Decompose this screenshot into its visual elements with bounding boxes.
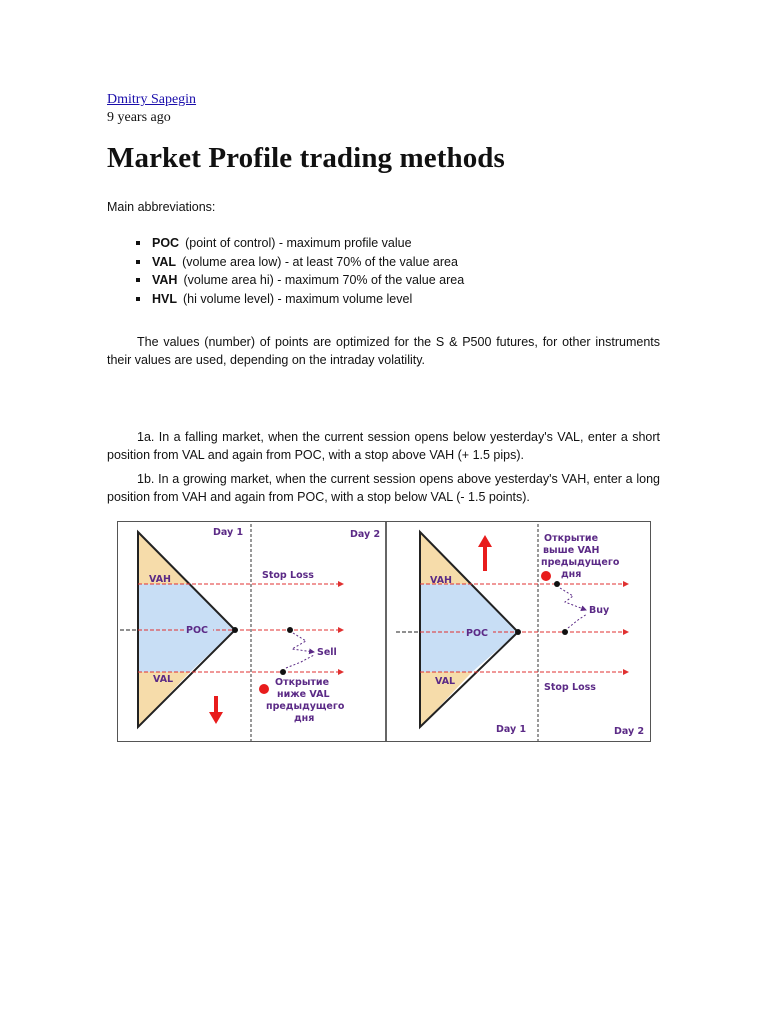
right-vah-label: VAH xyxy=(430,575,453,586)
right-buy-label: Buy xyxy=(589,605,610,616)
abbr-definition: (volume area hi) - maximum 70% of the value area xyxy=(183,273,465,287)
right-note-line-1: Открытие xyxy=(544,533,599,544)
list-item xyxy=(130,290,464,309)
right-panel xyxy=(390,522,650,741)
right-day1-label: Day 1 xyxy=(496,724,527,735)
left-note-line-4: дня xyxy=(294,713,315,724)
right-day2-label: Day 2 xyxy=(614,726,645,737)
left-vah-label: VAH xyxy=(149,574,172,585)
left-day2-label: Day 2 xyxy=(350,529,381,540)
list-item xyxy=(130,271,464,290)
paragraph-1a: 1a. In a falling market, when the current session opens below yesterday's VAL, enter a short position from VAL and again from POC, with a stop above VAH (+ 1.5 pips). xyxy=(107,430,660,462)
abbr-term: VAH xyxy=(152,273,178,287)
abbr-definition: (volume area low) - at least 70% of the value area xyxy=(182,254,458,269)
abbr-term: VAL xyxy=(152,254,177,269)
left-panel xyxy=(118,522,386,741)
author-link[interactable]: Dmitry Sapegin xyxy=(107,92,197,107)
list-item xyxy=(130,234,464,253)
right-poc-label: POC xyxy=(466,628,489,639)
abbr-term: POC xyxy=(152,236,180,250)
left-note-line-1: Открытие xyxy=(275,677,330,688)
left-poc-label: POC xyxy=(186,625,209,636)
paragraph-1b: 1b. In a growing market, when the current session opens above yesterday's VAH, enter a long position from VAH and again from POC, with a stop below VAL (- 1.5 points). xyxy=(107,472,660,504)
left-note-line-2: ниже VAL xyxy=(277,689,330,700)
market-profile-diagram xyxy=(118,522,650,741)
abbr-definition: (hi volume level) - maximum volume level xyxy=(183,291,413,306)
right-note-line-3: предыдущего xyxy=(541,557,620,568)
right-val-label: VAL xyxy=(435,676,456,687)
abbr-definition: (point of control) - maximum profile value xyxy=(185,236,412,250)
left-stop-loss-label: Stop Loss xyxy=(262,570,314,581)
right-note-line-4: дня xyxy=(561,569,582,580)
open-marker-dot xyxy=(259,684,269,694)
right-note-line-2: выше VAH xyxy=(543,545,600,556)
right-stop-loss-label: Stop Loss xyxy=(544,682,596,693)
entry-point-val xyxy=(280,669,286,675)
abbr-term: HVL xyxy=(152,291,177,306)
entry-point-vah xyxy=(554,581,560,587)
left-day1-label: Day 1 xyxy=(213,527,244,538)
abbreviations-list xyxy=(130,234,464,308)
list-item xyxy=(130,253,464,272)
poc-point xyxy=(515,629,521,635)
post-age: 9 years ago xyxy=(107,110,171,125)
article-title: Market Profile trading methods xyxy=(107,142,505,174)
entry-point-poc xyxy=(287,627,293,633)
left-sell-label: Sell xyxy=(317,647,337,658)
abbreviations-intro: Main abbreviations: xyxy=(107,200,216,214)
left-note-line-3: предыдущего xyxy=(266,701,345,712)
entry-point-poc xyxy=(562,629,568,635)
poc-point xyxy=(232,627,238,633)
open-marker-dot xyxy=(541,571,551,581)
left-val-label: VAL xyxy=(153,674,174,685)
paragraph-values: The values (number) of points are optimized for the S & P500 futures, for other instruments their values are used, depending on the intraday volatility. xyxy=(107,335,660,367)
market-profile-figure xyxy=(117,521,651,742)
